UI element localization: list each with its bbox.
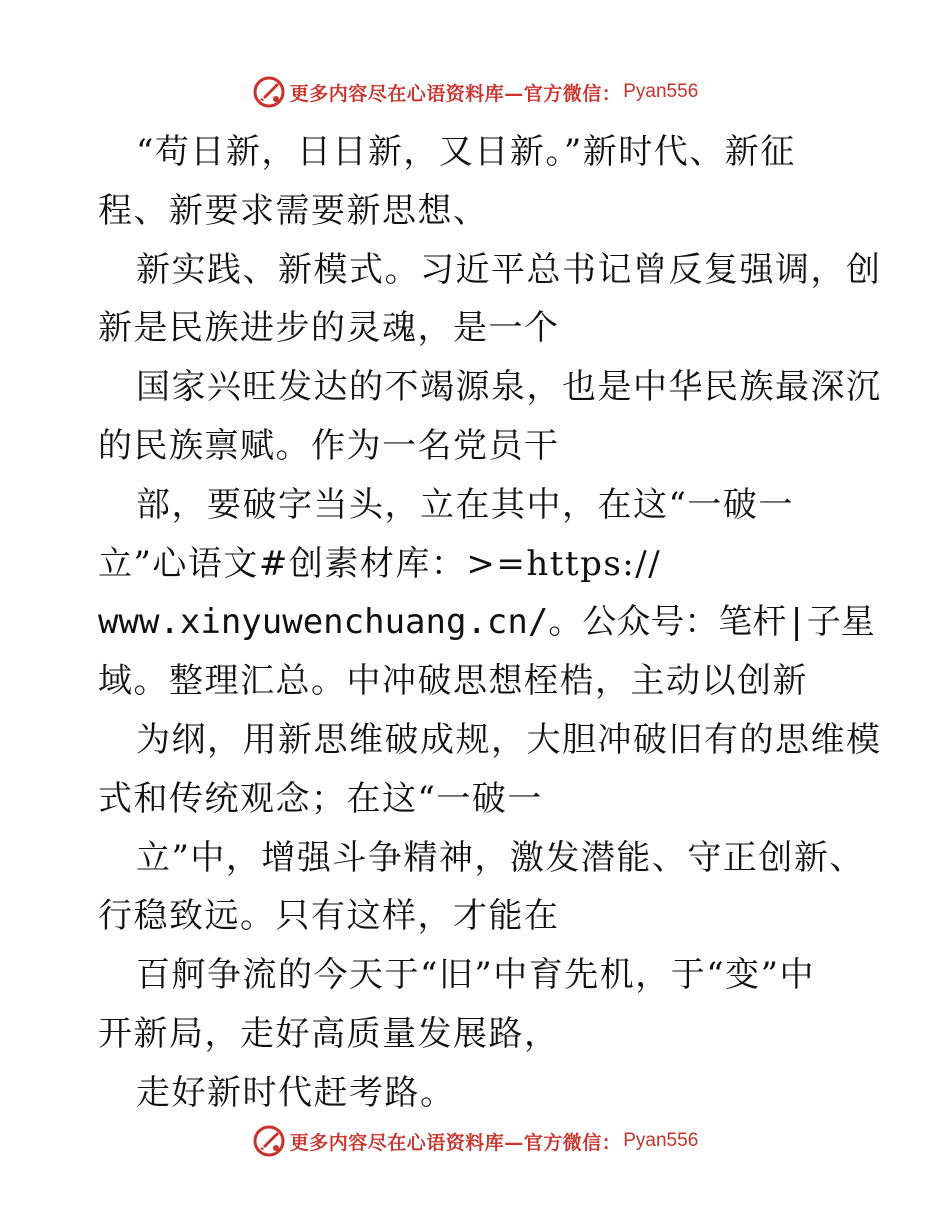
text-line: 走好新时代赶考路。	[136, 1072, 456, 1113]
banner-text: 更多内容尽在心语资料库—官方微信：	[289, 82, 622, 105]
feather-pen-logo-icon	[252, 1124, 286, 1158]
text-line: 开新局，走好高质量发展路，	[98, 1013, 560, 1054]
text-line: 行稳致远。只有这样，才能在	[98, 896, 560, 937]
text-line: 部，要破字当头，立在其中，在这“一破一	[136, 484, 794, 525]
header-banner	[0, 72, 950, 112]
banner-wechat-id: Pyan556	[623, 81, 699, 102]
text-line: 百舸争流的今天于“旧”中育先机，于“变”中	[136, 955, 816, 996]
text-line: 立”中，增强斗争精神，激发潜能、守正创新、	[136, 837, 865, 878]
footer-banner	[0, 1121, 950, 1161]
text-line: 式和传统观念；在这“一破一	[98, 778, 543, 819]
text-line: www.xinyuwenchuang.cn/。公众号：笔杆|子星	[98, 602, 875, 643]
banner-text: 更多内容尽在心语资料库—官方微信：	[289, 1131, 622, 1154]
document-body	[98, 123, 882, 1123]
text-line: “苟日新，日日新，又日新。”新时代、新征	[136, 132, 796, 172]
text-line: 立”心语文#创素材库：>=https://	[98, 543, 662, 584]
banner-wechat-id: Pyan556	[623, 1130, 699, 1151]
text-line: 新实践、新模式。习近平总书记曾反复强调，创	[136, 249, 882, 290]
text-line: 国家兴旺发达的不竭源泉，也是中华民族最深沉	[136, 367, 882, 408]
feather-pen-logo-icon	[252, 75, 286, 109]
text-line: 程、新要求需要新思想、	[98, 190, 489, 231]
text-line: 新是民族进步的灵魂，是一个	[98, 308, 560, 349]
text-line: 为纲，用新思维破成规，大胆冲破旧有的思维模	[136, 719, 882, 760]
text-line: 域。整理汇总。中冲破思想桎梏，主动以创新	[98, 661, 808, 702]
text-line: 的民族禀赋。作为一名党员干	[98, 425, 560, 466]
